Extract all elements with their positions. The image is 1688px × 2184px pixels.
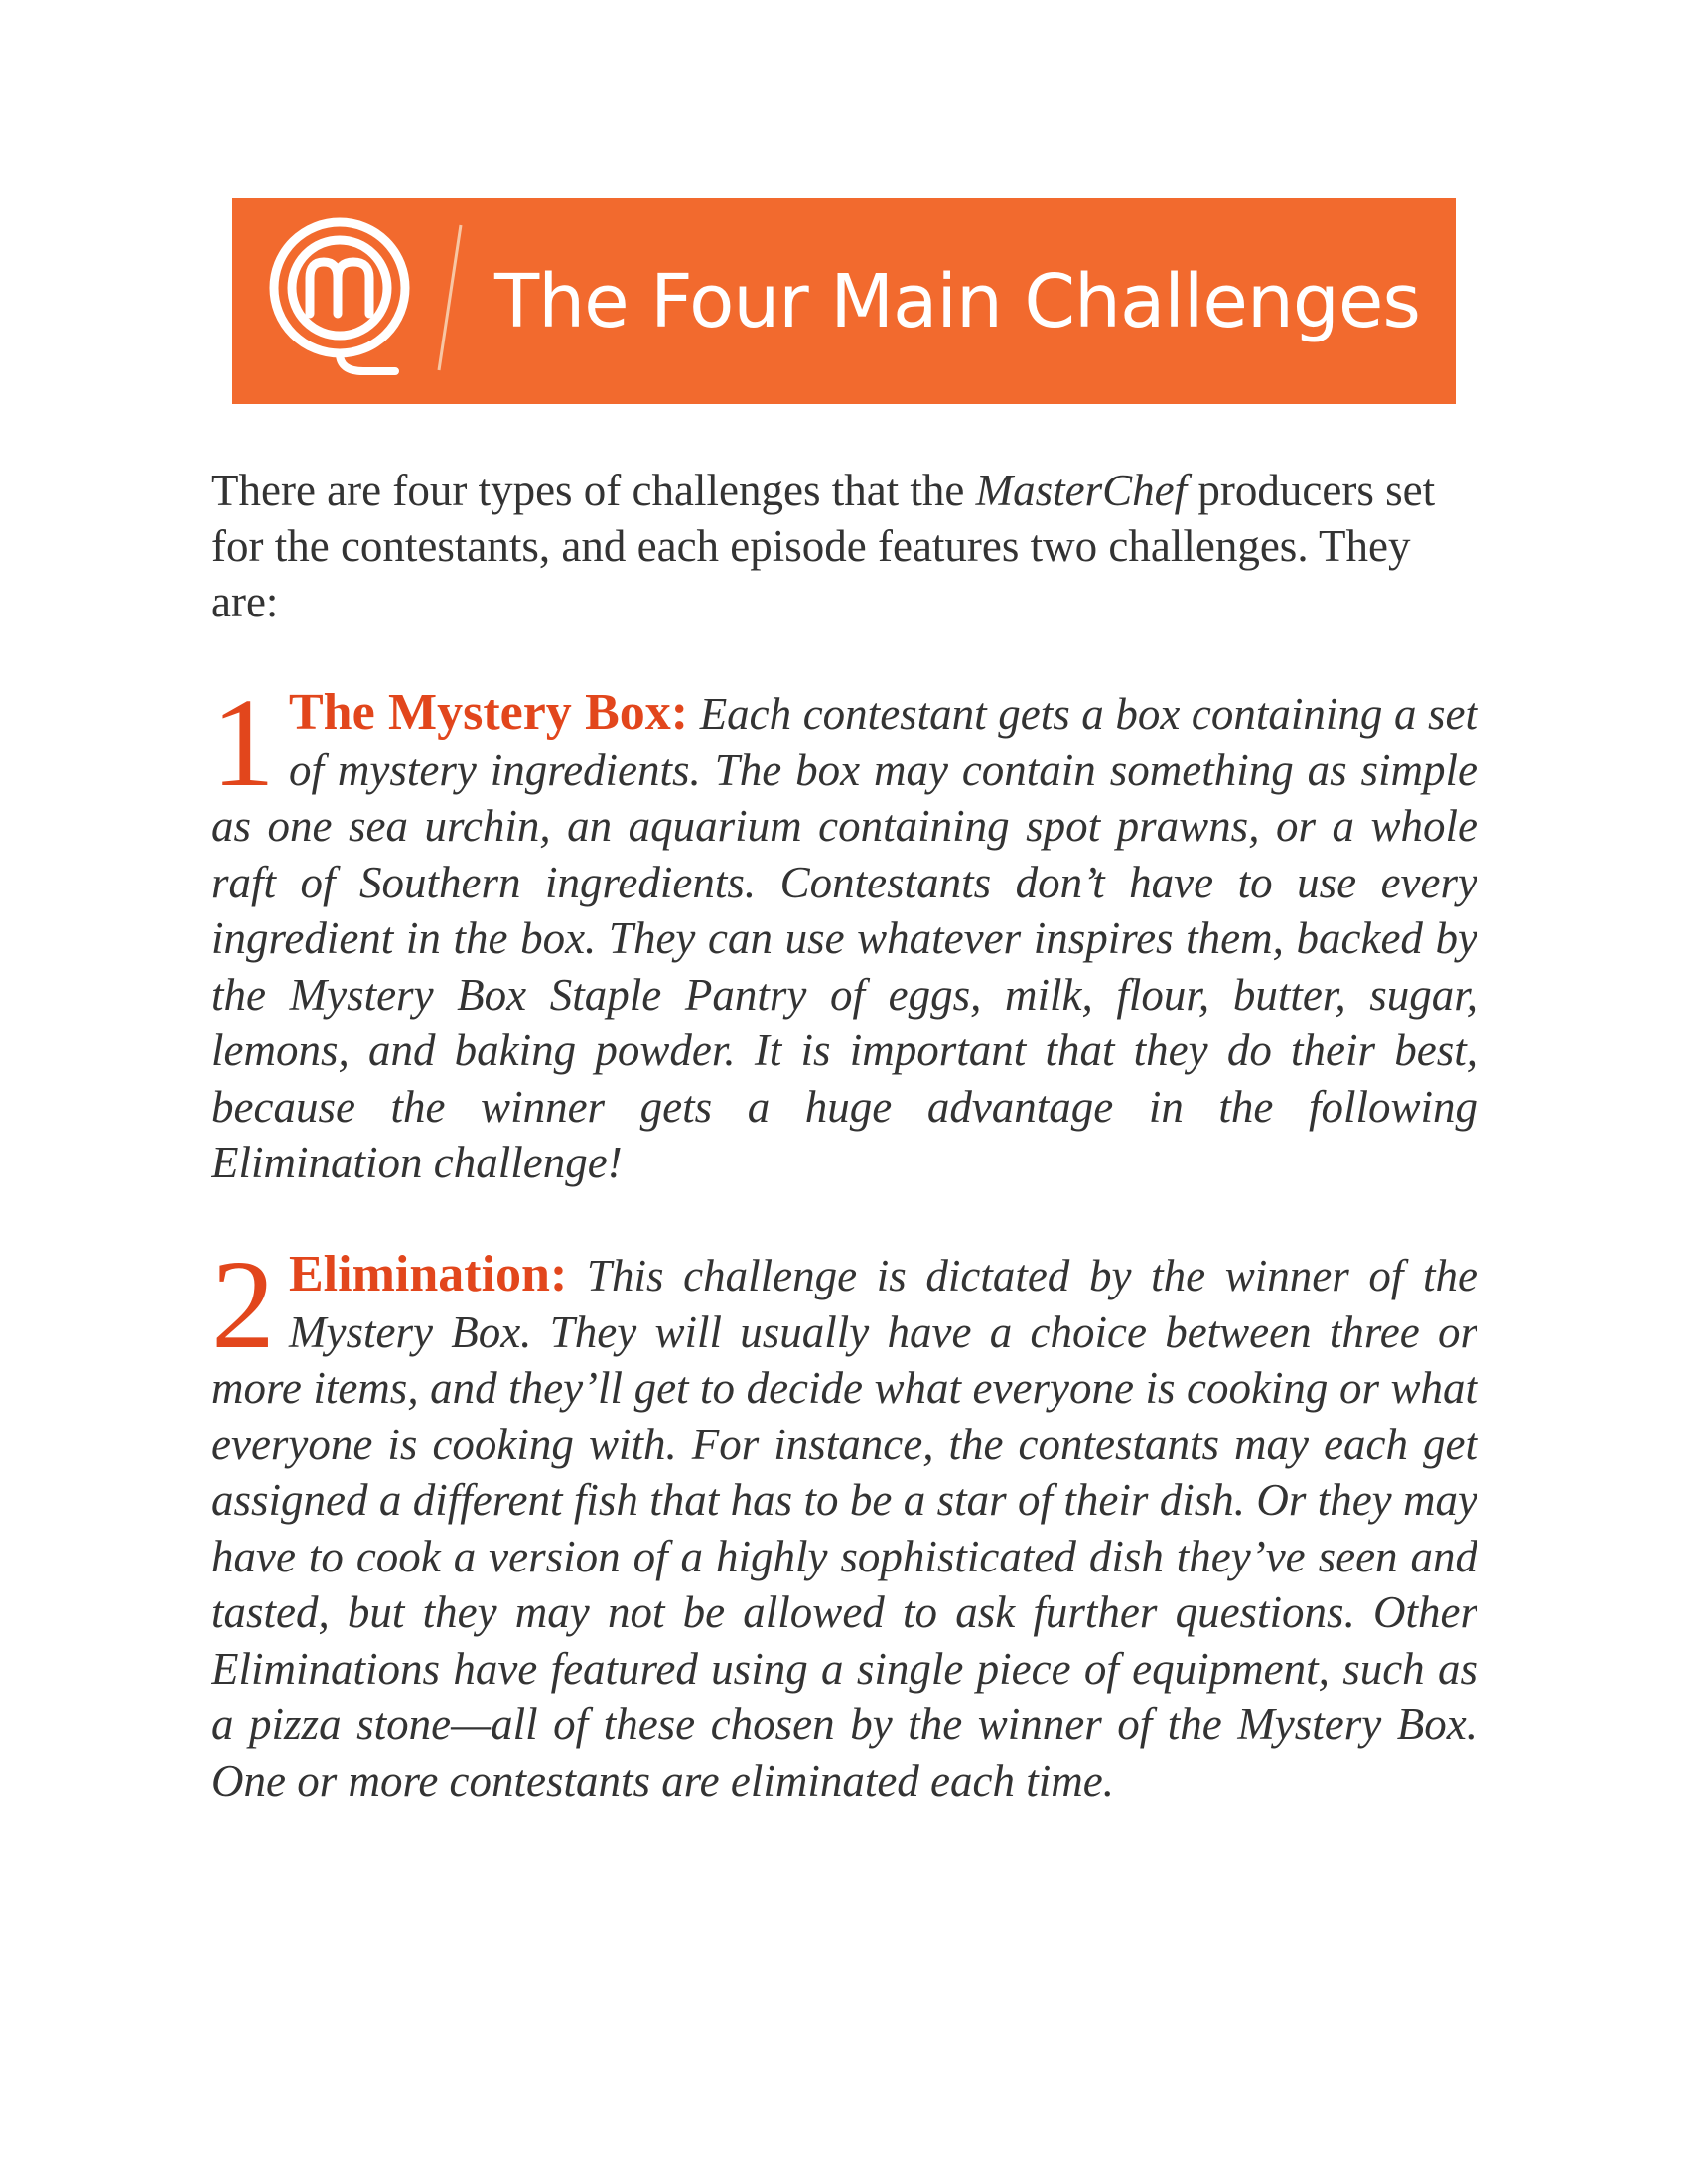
challenge-number: 1 (211, 672, 275, 813)
challenge-description: This challenge is dictated by the winner of the Mystery Box. They will usually have a choice between three or more items, and they’ll get to decide what everyone is cooking or what everyone is cooking with. For instance, the contestants may each get assigned a different fish that has to be a star of their dish. Or they may have to cook a version of a highly sophisticated dish they’ve seen and tasted, but they may not be allowed to ask further questions. Other Eliminations have featured using a single piece of equipment, such as a pizza stone—all of these chosen by the winner of the Mystery Box. One or more contestants are eliminated each time. (211, 1251, 1477, 1806)
intro-text-1: There are four types of challenges that the (211, 466, 976, 515)
challenge-heading: Elimination: (289, 1246, 568, 1302)
divider-slash (437, 223, 463, 372)
intro-paragraph (211, 463, 1477, 629)
challenge-number: 2 (211, 1234, 275, 1375)
challenge-description: Each contestant gets a box containing a set of mystery ingredients. The box may contain something as simple as one sea urchin, an aquarium containing spot prawns, or a whole raft of Southern ingredients. Contestants don’t have to use every ingredient in the box. They can use whatever inspires them, backed by the Mystery Box Staple Pantry of eggs, milk, flour, butter, sugar, lemons, and baking powder. It is important that they do their best, because the winner gets a huge advantage in the following Elimination challenge! (211, 689, 1478, 1187)
page-title: The Four Main Challenges (494, 259, 1420, 344)
show-name: MasterChef (975, 466, 1188, 515)
challenge-item-elimination (211, 1234, 1477, 1809)
title-banner (232, 198, 1456, 404)
challenge-item-mystery-box (211, 672, 1478, 1191)
masterchef-logo-icon (268, 216, 417, 379)
intro-text-2: producers set for the contestants, and each episode features two challenges. They are: (211, 466, 1436, 626)
challenge-heading: The Mystery Box: (289, 684, 689, 741)
